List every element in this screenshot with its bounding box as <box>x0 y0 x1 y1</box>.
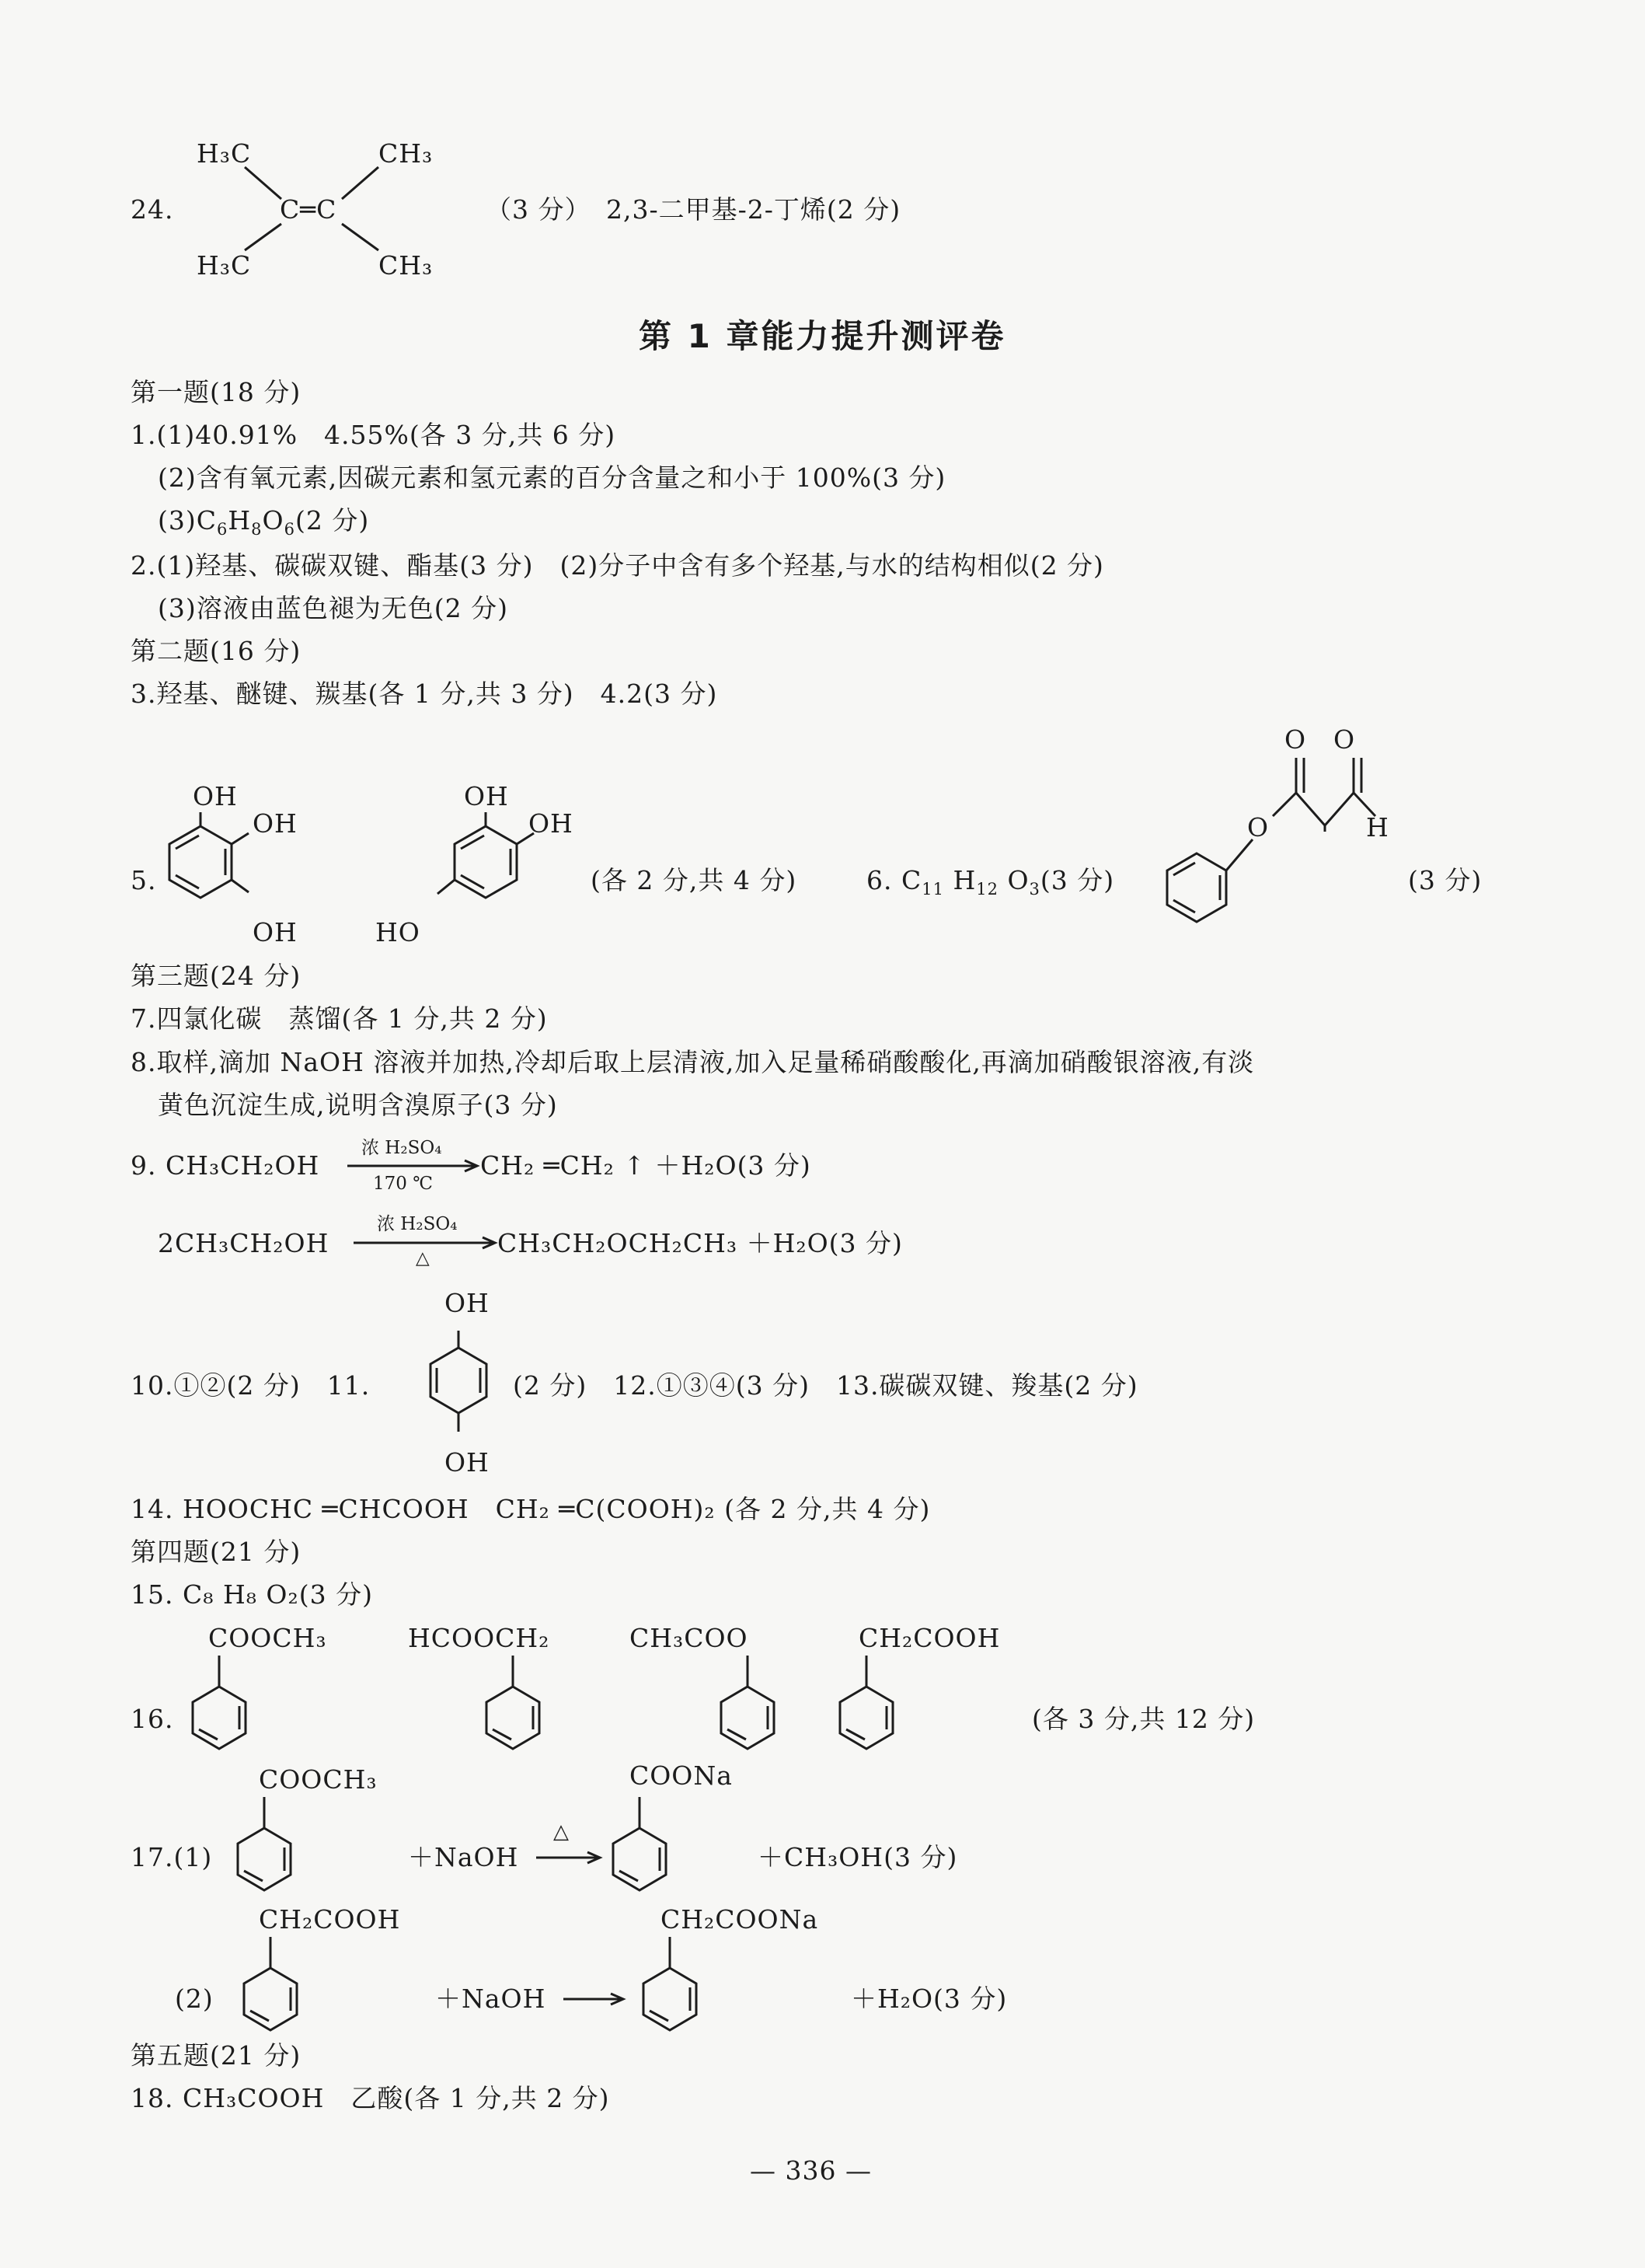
q6-o: O <box>998 865 1030 895</box>
q6-score-2: (3 分) <box>1408 865 1483 895</box>
q5-s2-oh-top: OH <box>464 781 509 811</box>
q9-b-top: 浓 H₂SO₄ <box>377 1214 458 1234</box>
q16-ch2cooh: CH₂COOH <box>859 1623 1001 1653</box>
q17-2-arrow <box>563 1994 623 2005</box>
q11-oh-bottom: OH <box>444 1447 490 1478</box>
q17-1-reactant-label: COOCH₃ <box>259 1764 378 1795</box>
q8-line-1: 8.取样,滴加 NaOH 溶液并加热,冷却后取上层清液,加入足量稀硝酸酸化,再滴加硝酸银溶液,有淡 <box>131 1047 1255 1077</box>
q16-ch3coo: CH₃COO <box>629 1623 748 1653</box>
q5-s2-ho-bottom: HO <box>375 917 420 947</box>
q17-2-reactant-ring <box>244 1937 297 2030</box>
q24-center: C═C <box>280 194 337 225</box>
q6-sub2: 12 <box>976 880 999 898</box>
q1c-pre: (3)C <box>158 505 217 536</box>
q9-b-right: CH₃CH₂OCH₂CH₃ ＋H₂O(3 分) <box>497 1228 903 1258</box>
section-4-heading: 第四题(21 分) <box>131 1537 301 1567</box>
q5-s2-oh-right: OH <box>528 808 573 839</box>
q6-h: H <box>943 865 977 895</box>
q14-line: 14. HOOCHC ═CHCOOH CH₂ ═C(COOH)₂ (各 2 分,共 4 分) <box>131 1494 931 1524</box>
q6-o-top-1: O <box>1284 724 1307 755</box>
q10-q11-line: 10.①②(2 分) 11. <box>131 1370 371 1401</box>
q5-score: (各 2 分,共 4 分) <box>591 865 797 895</box>
section-3-heading: 第三题(24 分) <box>131 961 301 991</box>
q17-2-number: (2) <box>175 1984 214 2014</box>
q24-ch3-top: CH₃ <box>378 138 434 169</box>
q5-s1-oh-right: OH <box>253 808 298 839</box>
q2-line-2: (3)溶液由蓝色褪为无色(2 分) <box>158 593 508 623</box>
q1-line-1: 1.(1)40.91% 4.55%(各 3 分,共 6 分) <box>131 420 616 450</box>
q9-a-left: 9. CH₃CH₂OH <box>131 1150 320 1181</box>
q5-number: 5. <box>131 865 157 895</box>
q17-2-product-ring <box>643 1937 696 2030</box>
q24-h3c-top: H₃C <box>197 138 252 169</box>
q1c-sub3: 6 <box>284 520 295 539</box>
q24-score: （3 分） <box>486 194 591 225</box>
q8-line-2: 黄色沉淀生成,说明含溴原子(3 分) <box>158 1090 558 1120</box>
q11-oh-top: OH <box>444 1288 490 1318</box>
q11-q13-line: (2 分) 12.①③④(3 分) 13.碳碳双键、羧基(2 分) <box>513 1370 1138 1401</box>
page-number: — 336 — <box>750 2155 872 2186</box>
section-2-heading: 第二题(16 分) <box>131 636 301 666</box>
q24-number: 24. <box>131 194 174 225</box>
q17-2-naoh: ＋NaOH <box>435 1984 546 2014</box>
q1c-o: O <box>262 505 284 536</box>
q17-1-number: 17.(1) <box>131 1842 213 1872</box>
q5-s1-oh-top: OH <box>193 781 238 811</box>
q18-line: 18. CH₃COOH 乙酸(各 1 分,共 2 分) <box>131 2083 610 2113</box>
q9-b-left: 2CH₃CH₂OH <box>158 1228 329 1258</box>
section-5-heading: 第五题(21 分) <box>131 2040 301 2071</box>
q17-2-products: ＋H₂O(3 分) <box>851 1984 1008 2014</box>
q17-1-product-label: COONa <box>629 1760 733 1791</box>
q6-sub1: 11 <box>922 880 944 898</box>
q17-2-reactant-label: CH₂COOH <box>259 1904 401 1935</box>
q16-hcooch2: HCOOCH₂ <box>408 1623 550 1653</box>
q1c-h: H <box>228 505 252 536</box>
q1c-sub1: 6 <box>217 520 228 539</box>
q16-cooch3: COOCH₃ <box>208 1623 327 1653</box>
q6-o-left: O <box>1247 812 1270 843</box>
q1-line-2: (2)含有氧元素,因碳元素和氢元素的百分含量之和小于 100%(3 分) <box>158 462 946 493</box>
q7-line: 7.四氯化碳 蒸馏(各 1 分,共 2 分) <box>131 1003 548 1034</box>
q1c-sub2: 8 <box>251 520 263 539</box>
q9-a-top: 浓 H₂SO₄ <box>361 1138 442 1158</box>
q17-1-products: ＋CH₃OH(3 分) <box>758 1842 958 1872</box>
q17-1-delta: △ <box>553 1820 569 1844</box>
q24-h3c-bottom: H₃C <box>197 250 252 281</box>
q16-number: 16. <box>131 1704 174 1734</box>
q6-pre: 6. C <box>866 865 922 895</box>
q6-o-top-2: O <box>1333 724 1356 755</box>
q6-h: H <box>1366 812 1389 843</box>
q1c-post: (2 分) <box>294 505 370 536</box>
q5-s1-oh-bottom: OH <box>253 917 298 947</box>
q2-line-1: 2.(1)羟基、碳碳双键、酯基(3 分) (2)分子中含有多个羟基,与水的结构相似(2 分) <box>131 550 1104 581</box>
q16-score: (各 3 分,共 12 分) <box>1032 1704 1256 1734</box>
q3-q4-line: 3.羟基、醚键、羰基(各 1 分,共 3 分) 4.2(3 分) <box>131 679 718 709</box>
q6-sub3: 3 <box>1029 880 1040 898</box>
page-title: 第 1 章能力提升测评卷 <box>639 317 1006 355</box>
section-1-heading: 第一题(18 分) <box>131 377 301 407</box>
q17-1-naoh: ＋NaOH <box>408 1842 519 1872</box>
q15-line: 15. C₈ H₈ O₂(3 分) <box>131 1579 373 1610</box>
q24-answer: 2,3-二甲基-2-丁烯(2 分) <box>606 194 901 225</box>
q17-2-product-label: CH₂COONa <box>660 1904 819 1935</box>
q24-ch3-bottom: CH₃ <box>378 250 434 281</box>
q9-a-right: CH₂ ═CH₂ ↑ ＋H₂O(3 分) <box>480 1150 811 1181</box>
q9-a-bottom: 170 ℃ <box>373 1174 433 1194</box>
q9-b-bottom: △ <box>416 1248 430 1268</box>
q6-post: (3 分) <box>1040 865 1115 895</box>
